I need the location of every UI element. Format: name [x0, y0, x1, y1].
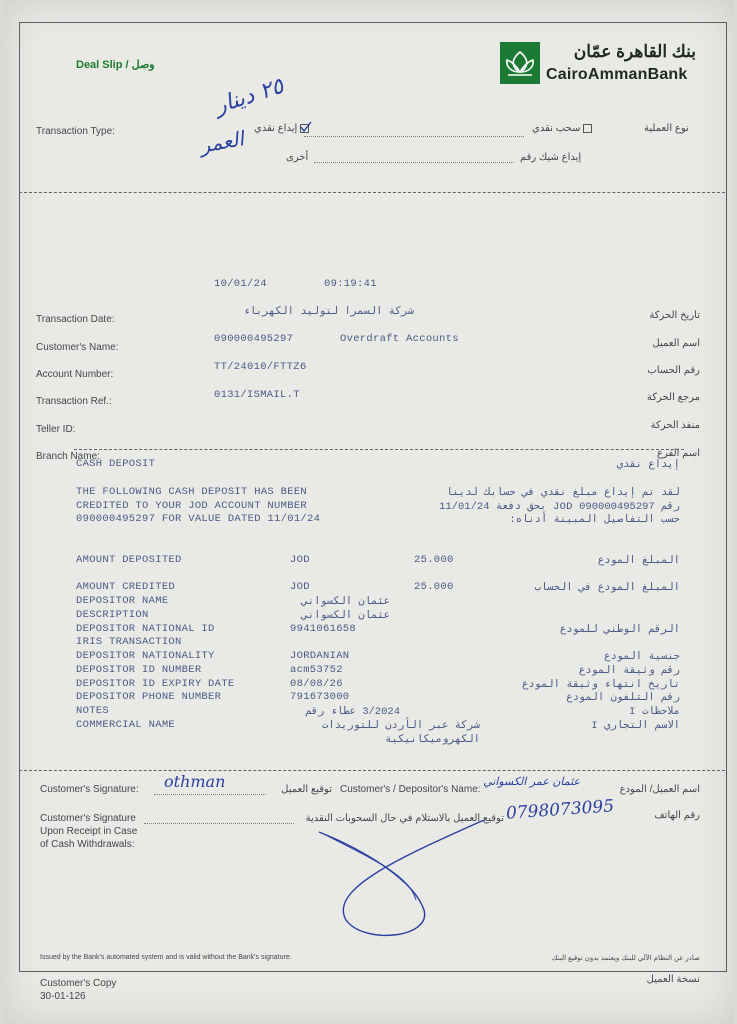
receipt-signature-line: of Cash Withdrawals: — [40, 839, 135, 850]
transaction-ref-label: Transaction Ref.: — [36, 396, 112, 407]
commercial-name-label: COMMERCIAL NAME — [76, 719, 176, 731]
teller-id-label: Teller ID: — [36, 424, 76, 435]
amount-deposited-label-ar: المبلغ المودع — [597, 555, 680, 567]
commercial-name-value: شركة عبر الأردن للتوريدات — [322, 720, 480, 732]
account-number-label-ar: رقم الحساب — [647, 365, 700, 376]
teller-id-label-ar: منفذ الحركة — [650, 420, 700, 431]
deal-slip-label: Deal Slip / — [76, 59, 129, 71]
bank-name-en: CairoAmmanBank — [546, 66, 688, 83]
customer-handwritten-signature: othman — [164, 772, 226, 791]
national-id-label-ar: الرقم الوطني للمودع — [559, 624, 680, 636]
nationality-label: DEPOSITOR NATIONALITY — [76, 650, 215, 662]
phone-label-ar: رقم الهاتف — [654, 810, 700, 821]
deposit-intro-line: THE FOLLOWING CASH DEPOSIT HAS BEEN — [76, 486, 308, 498]
depositor-name-signature-label: Customer's / Depositor's Name: — [340, 784, 481, 795]
phone-number-value: 791673000 — [290, 691, 350, 703]
depositor-name-signature-label-ar: اسم العميل/ المودع — [619, 784, 700, 795]
lotus-icon — [500, 42, 540, 84]
bank-logo — [500, 42, 540, 84]
depositor-name-value: عثمان الكسواني — [301, 596, 390, 608]
handwritten-amount-note: ٢٥ دينار — [211, 73, 287, 120]
depositor-name-handwritten: عثمان عمر الكسواني — [483, 775, 580, 788]
id-expiry-label: DEPOSITOR ID EXPIRY DATE — [76, 678, 235, 690]
iris-transaction-label: IRIS TRANSACTION — [76, 636, 182, 648]
deposit-intro-line-ar: رقم 090000495297 JOD بحق دفعة 11/01/24 — [439, 501, 680, 513]
customer-name-label-ar: اسم العميل — [652, 338, 700, 349]
branch-name-label: Branch Name: — [36, 451, 100, 462]
id-expiry-value: 08/08/26 — [290, 678, 343, 690]
cash-deposit-title-ar: إيداع نقدي — [616, 459, 680, 471]
notes-label: NOTES — [76, 705, 110, 717]
amount-credited-currency: JOD — [290, 581, 310, 593]
transaction-type-label: Transaction Type: — [36, 126, 115, 137]
commercial-name-value-line2: الكهروميكانيكية — [385, 734, 480, 746]
teller-id-value: 0131/ISMAIL.T — [214, 389, 300, 401]
amount-credited-label: AMOUNT CREDITED — [76, 581, 176, 593]
deposit-intro-line: CREDITED TO YOUR JOD ACCOUNT NUMBER — [76, 500, 308, 512]
nationality-value: JORDANIAN — [290, 650, 350, 662]
cash-withdrawal-option — [532, 123, 592, 134]
receipt-signature-label — [40, 812, 137, 851]
phone-number-label-ar: رقم التلفون المودع — [566, 692, 680, 704]
phone-handwritten: 0798073095 — [505, 796, 615, 824]
amount-deposited-currency: JOD — [290, 554, 310, 566]
id-number-label-ar: رقم وثيقة المودع — [578, 665, 680, 677]
dotted-line — [304, 135, 524, 137]
deal-slip-title — [76, 58, 155, 71]
transaction-type-label-ar: نوع العملية — [644, 123, 689, 134]
id-number-value: acm53752 — [290, 664, 343, 676]
id-expiry-label-ar: تاريخ انتهاء وثيقة المودع — [522, 679, 680, 691]
cash-deposit-label: إيداع نقدي — [254, 123, 298, 134]
national-id-value: 9941061658 — [290, 623, 357, 635]
branch-name-label-ar: اسم الفرع — [657, 448, 700, 459]
amount-credited-value: 25.000 — [414, 581, 454, 593]
customer-name-label: Customer's Name: — [36, 342, 119, 353]
customer-copy-label-ar: نسخة العميل — [646, 974, 700, 985]
cash-withdrawal-checkbox — [583, 124, 592, 133]
cash-withdrawal-label: سحب نقدي — [532, 123, 581, 134]
deposit-separator — [74, 449, 684, 450]
transaction-ref-value: TT/24010/FTTZ6 — [214, 361, 307, 373]
account-number-value: 090000495297 — [214, 333, 294, 345]
customer-name-value: شركة السمرا لتوليد الكهرباء — [243, 306, 414, 318]
dotted-line — [144, 822, 294, 824]
account-type-value: Overdraft Accounts — [340, 333, 459, 345]
transaction-time-value: 09:19:41 — [324, 278, 377, 290]
deposit-intro-line-ar: حسب التفاصيل المبينة أدناه: — [509, 514, 680, 526]
bank-name-ar: بنك القاهرة عمّان — [573, 42, 696, 61]
amount-deposited-label: AMOUNT DEPOSITED — [76, 554, 182, 566]
customer-signature-label: Customer's Signature: — [40, 784, 139, 795]
receipt-signature-line: Upon Receipt in Case — [40, 826, 138, 837]
cheque-deposit-label: إيداع شيك رقم — [520, 152, 582, 163]
cash-deposit-checkbox — [300, 124, 309, 133]
id-number-label: DEPOSITOR ID NUMBER — [76, 664, 202, 676]
transaction-date-label: Transaction Date: — [36, 314, 115, 325]
nationality-label-ar: جنسية المودع — [604, 651, 680, 663]
cash-deposit-option — [254, 123, 309, 134]
customer-copy-label: Customer's Copy — [40, 978, 117, 989]
description-label: DESCRIPTION — [76, 609, 149, 621]
depositor-name-label: DEPOSITOR NAME — [76, 595, 169, 607]
signature-separator — [19, 770, 725, 771]
dotted-line — [154, 793, 266, 795]
form-code: 30-01-126 — [40, 991, 86, 1002]
section-separator — [19, 192, 725, 193]
footer-disclaimer: Issued by the Bank's automated system and is valid without the Bank's signature. — [40, 954, 292, 961]
phone-number-label: DEPOSITOR PHONE NUMBER — [76, 691, 222, 703]
commercial-name-label-ar: الاسم التجاري I — [591, 720, 680, 732]
deal-slip-label-ar: وصل — [131, 59, 155, 71]
dotted-line — [314, 161, 514, 163]
deposit-intro-line-ar: لقد تم إيداع مبلغ نقدي في حسابك لدينا — [446, 487, 680, 499]
amount-deposited-value: 25.000 — [414, 554, 454, 566]
receipt-signature-line: Customer's Signature — [40, 813, 136, 824]
deposit-intro-line: 090000495297 FOR VALUE DATED 11/01/24 — [76, 513, 321, 525]
receipt-signature-label-ar: توقيع العميل بالاستلام في حال السحوبات النقدية — [305, 813, 504, 824]
notes-value: 3/2024 عطاء رقم — [305, 706, 400, 718]
description-value: عثمان الكسواني — [301, 610, 390, 622]
account-number-label: Account Number: — [36, 369, 114, 380]
amount-credited-label-ar: المبلغ المودع في الحساب — [534, 582, 680, 594]
transaction-date-label-ar: تاريخ الحركة — [649, 310, 700, 321]
transaction-ref-label-ar: مرجع الحركة — [646, 392, 700, 403]
transaction-date-value: 10/01/24 — [214, 278, 267, 290]
national-id-label: DEPOSITOR NATIONAL ID — [76, 623, 215, 635]
other-option-label: أخرى — [286, 152, 309, 163]
footer-disclaimer-ar: صادر عن النظام الآلي للبنك ويعتمد بدون توقيع البنك — [551, 955, 700, 962]
customer-signature-label-ar: توقيع العميل — [281, 784, 332, 795]
deal-slip-sheet — [4, 0, 734, 1024]
check-icon — [300, 121, 312, 133]
notes-label-ar: ملاحظات I — [629, 706, 680, 718]
receipt-signature-drawing — [304, 820, 504, 950]
handwritten-name-note: العمر — [198, 126, 246, 158]
cash-deposit-title: CASH DEPOSIT — [76, 458, 156, 470]
